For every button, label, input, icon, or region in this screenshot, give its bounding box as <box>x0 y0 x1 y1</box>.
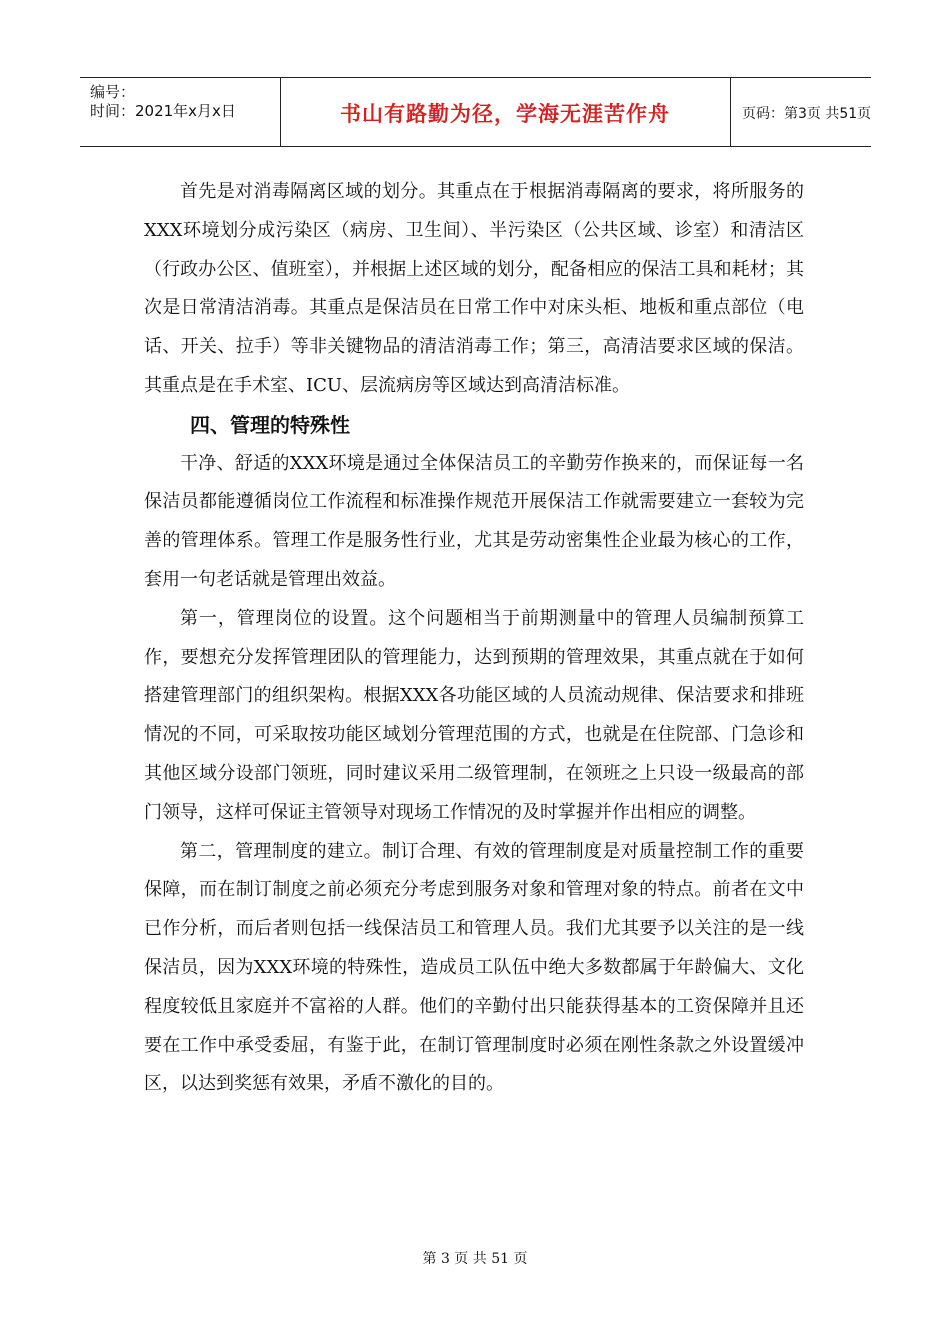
paragraph-management-rules: 第二，管理制度的建立。制订合理、有效的管理制度是对质量控制工作的重要保障，而在制订制度之前必须充分考虑到服务对象和管理对象的特点。前者在文中已作分析，而后者则包括一线保洁员工和管理人员。我们尤其要予以关注的是一线保洁员，因为XXX环境的特殊性，造成员工队伍中绝大多数都属于年龄偏大、文化程度较低且家庭并不富裕的人群。他们的辛勤付出只能获得基本的工资保障并且还要在工作中承受委屈，有鉴于此，在制订管理制度时必须在刚性条款之外设置缓冲区，以达到奖惩有效果，矛盾不激化的目的。 <box>144 840 804 1095</box>
header-page-info: 页码：第3页 共51页 <box>742 106 872 122</box>
paragraph-management-positions: 第一，管理岗位的设置。这个问题相当于前期测量中的管理人员编制预算工作，要想充分发挥管理团队的管理能力，达到预期的管理效果，其重点就在于如何搭建管理部门的组织架构。根据XXX各功能区域的人员流动规律、保洁要求和排班情况的不同，可采取按功能区域划分管理范围的方式，也就是在住院部、门急诊和其他区域分设部门领班，同时建议采用二级管理制，在领班之上只设一级最高的部门领导，这样可保证主管领导对现场工作情况的及时掌握并作出相应的调整。 <box>144 607 804 823</box>
document-number-label: 编号： <box>90 83 136 101</box>
header-left-cell <box>80 78 281 146</box>
document-time-label: 时间：2021年x月x日 <box>90 102 236 120</box>
paragraph-disinfection-zones: 首先是对消毒隔离区域的划分。其重点在于根据消毒隔离的要求，将所服务的XXX环境划分成污染区（病房、卫生间）、半污染区（公共区域、诊室）和清洁区（行政办公区、值班室），并根据上述区域的划分，配备相应的保洁工具和耗材；其次是日常清洁消毒。其重点是保洁员在日常工作中对床头柜、地板和重点部位（电话、开关、拉手）等非关键物品的清洁消毒工作；第三，高清洁要求区域的保洁。其重点是在手术室、ICU、层流病房等区域达到高清洁标准。 <box>144 181 804 396</box>
document-header <box>80 77 871 147</box>
header-motto-cell <box>280 78 731 146</box>
header-page-cell <box>730 78 871 146</box>
document-body <box>144 173 804 1104</box>
section-heading: 四、管理的特殊性 <box>190 412 350 437</box>
paragraph-management-intro: 干净、舒适的XXX环境是通过全体保洁员工的辛勤劳作换来的，而保证每一名保洁员都能遵循岗位工作流程和标准操作规范开展保洁工作就需要建立一套较为完善的管理体系。管理工作是服务性行业，尤其是劳动密集性企业最为核心的工作，套用一句老话就是管理出效益。 <box>144 452 804 590</box>
page-footer: 第 3 页 共 51 页 <box>422 1251 528 1267</box>
header-motto: 书山有路勤为径，学海无涯苦作舟 <box>340 102 670 126</box>
